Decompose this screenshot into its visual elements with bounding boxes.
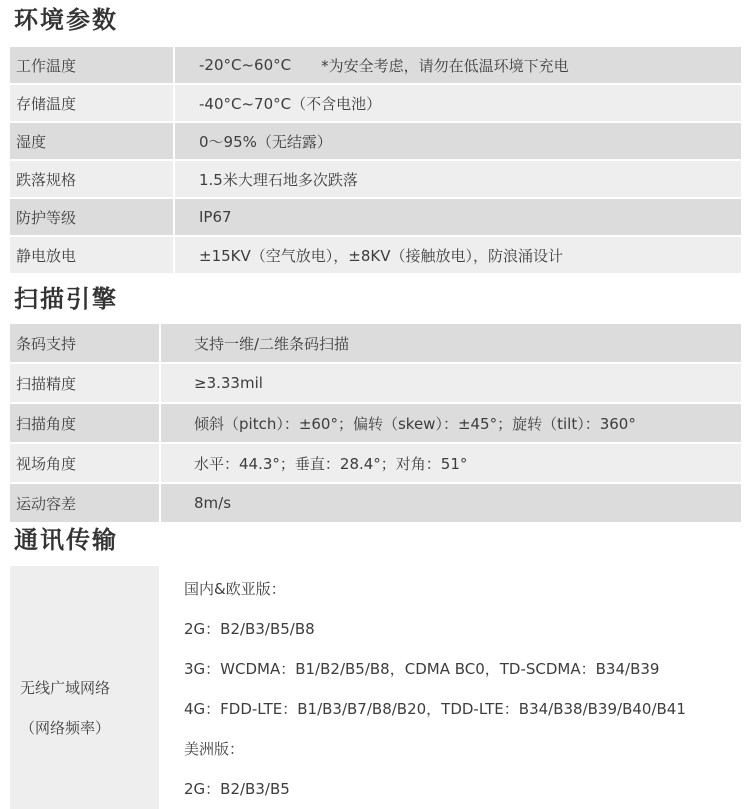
row-value: 水平：44.3°；垂直：28.4°；对角：51° — [161, 444, 741, 482]
frequency-line: 2G：B2/B3/B5/B8 — [184, 620, 315, 638]
row-label: 湿度 — [10, 123, 173, 159]
row-label: 防护等级 — [10, 199, 173, 235]
row-value: 1.5米大理石地多次跌落 — [175, 161, 741, 197]
row-value: 倾斜（pitch）：±60°；偏转（skew）：±45°；旋转（tilt）：360° — [161, 404, 741, 442]
row-label: 视场角度 — [10, 444, 159, 482]
table-row — [10, 237, 741, 273]
table-row — [10, 161, 741, 197]
row-label: 扫描角度 — [10, 404, 159, 442]
section-title-communication: 通讯传输 — [14, 526, 118, 554]
row-label: 存储温度 — [10, 85, 173, 121]
row-value: 支持一维/二维条码扫描 — [161, 324, 741, 362]
row-label: 跌落规格 — [10, 161, 173, 197]
row-value: ±15KV（空气放电），±8KV（接触放电），防浪涌设计 — [175, 237, 741, 273]
row-label: 静电放电 — [10, 237, 173, 273]
frequency-line: 4G：FDD-LTE：B1/B3/B7/B8/B20，TDD-LTE：B34/B38/B39/B40/B41 — [184, 700, 686, 718]
frequency-line: 国内&欧亚版： — [184, 580, 286, 598]
row-label: 工作温度 — [10, 47, 173, 83]
frequency-line: 2G：B2/B3/B5 — [184, 780, 290, 798]
table-row — [10, 85, 741, 121]
table-row — [10, 404, 741, 442]
section-title-environment: 环境参数 — [14, 6, 118, 34]
section-title-scan-engine: 扫描引擎 — [14, 285, 118, 313]
table-row — [10, 47, 741, 83]
table-row — [10, 364, 741, 402]
row-label: 条码支持 — [10, 324, 159, 362]
row-note: *为安全考虑，请勿在低温环境下充电 — [321, 56, 569, 75]
row-label — [10, 566, 159, 809]
frequency-line: 美洲版： — [184, 740, 245, 758]
row-label-line: （网络频率） — [20, 718, 111, 737]
row-label-line: 无线广域网络 — [20, 678, 111, 697]
table-row — [10, 324, 741, 362]
row-value — [161, 566, 741, 809]
row-value: IP67 — [175, 199, 741, 235]
row-value: ≥3.33mil — [161, 364, 741, 402]
table-row — [10, 484, 741, 522]
row-value-text: -20°C~60°C — [199, 56, 292, 74]
row-value: -40°C~70°C（不含电池） — [175, 85, 741, 121]
communication-table — [10, 566, 741, 809]
row-value: 0～95%（无结露） — [175, 123, 741, 159]
scan-engine-table — [10, 324, 741, 524]
row-value: 8m/s — [161, 484, 741, 522]
table-row — [10, 444, 741, 482]
environment-table — [10, 47, 741, 275]
row-label: 运动容差 — [10, 484, 159, 522]
frequency-line: 3G：WCDMA：B1/B2/B5/B8，CDMA BC0，TD-SCDMA：B34/B39 — [184, 660, 660, 678]
row-value — [175, 47, 741, 83]
row-label: 扫描精度 — [10, 364, 159, 402]
table-row — [10, 199, 741, 235]
table-row — [10, 123, 741, 159]
